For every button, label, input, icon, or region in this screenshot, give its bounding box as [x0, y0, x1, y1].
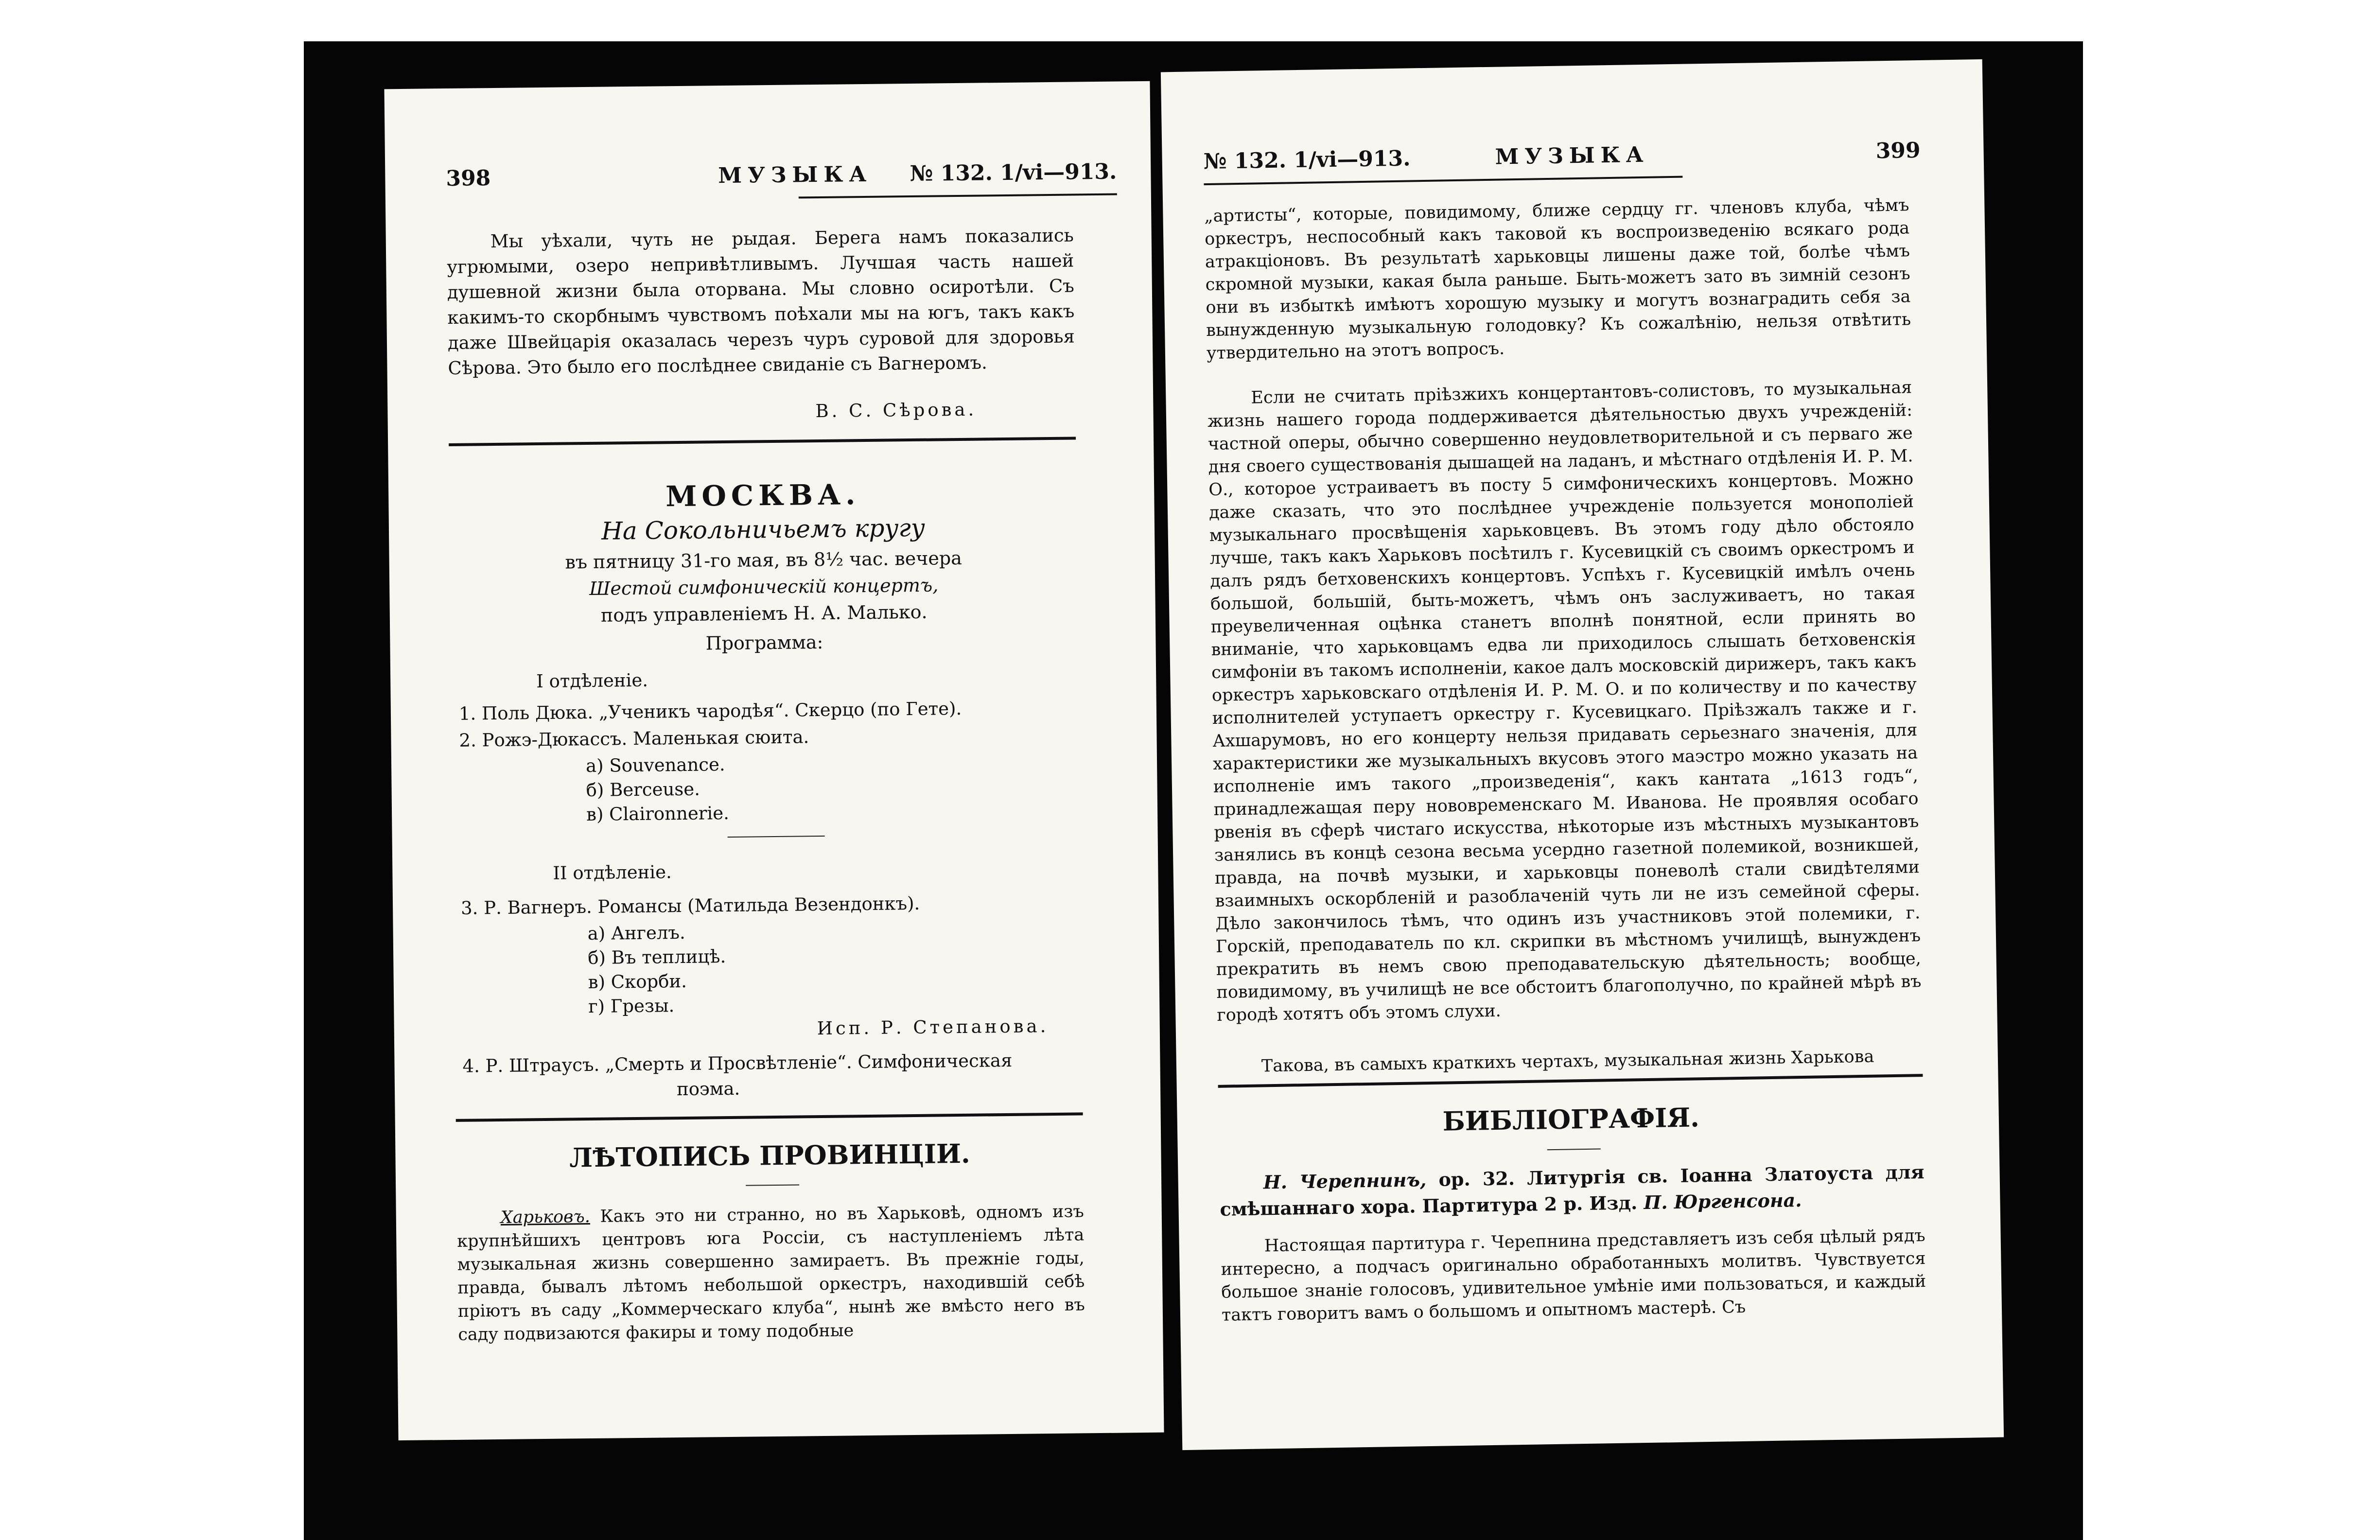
program-item-4: 4. Р. Штраусъ. „Смерть и Просвѣтленіе“. Симфоническая — [462, 1050, 1013, 1077]
bib-author: Н. Черепнинъ, — [1263, 1169, 1427, 1193]
page-number: 399 — [1875, 138, 1921, 164]
short-divider — [728, 836, 825, 838]
performer: Исп. Р. Степанова. — [817, 1015, 1049, 1039]
concert-venue: На Сокольничьемъ кругу — [601, 513, 926, 545]
bib-publisher: П. Юргенсона. — [1643, 1189, 1802, 1214]
program-item-2-sub-b: б) Berceuse. — [586, 778, 700, 801]
program-item-3-sub-c: в) Скорби. — [588, 970, 687, 993]
program-label: Программа: — [705, 631, 823, 654]
right-paragraph-3: Такова, въ самыхъ краткихъ чертахъ, музыкальная жизнь Харькова — [1261, 1047, 1874, 1076]
left-page — [384, 81, 1164, 1440]
heading-dash — [1547, 1149, 1601, 1151]
page-number: 398 — [446, 166, 491, 192]
part2-label: II отдѣленіе. — [553, 861, 672, 884]
right-paragraph-2: Если не считать пріѣзжихъ концертантовъ-солистовъ, то музыкальная жизнь нашего города поддерживается дѣятельностью двухъ учрежденій: частной оперы, обычно совершенно неудовлетворительной и съ перваго же дня своего существованія дышащей на ладанъ, и мѣстнаго отдѣленія И. Р. М. О., которое устраиваетъ въ посту 5 симфоническихъ концертовъ. Можно даже сказать, что это послѣднее учрежденіе пользуется монополіей музыкальнаго просвѣщенія харьковцевъ. Въ этомъ году дѣло обстояло лучше, такъ какъ Харьковъ посѣтилъ г. Кусевицкій съ своимъ оркестромъ и далъ рядъ бетховенскихъ концертовъ. Успѣхъ г. Кусевицкій имѣлъ очень большой, большій, быть-можетъ, чѣмъ онъ заслуживаетъ, но такая преувеличенная оцѣнка станетъ вполнѣ понятной, если принять во вниманіе, что харьковцамъ едва ли приходилось слышать бетховенскія симфоніи въ такомъ исполненіи, какое далъ московскій дирижеръ, такъ какъ оркестръ харьковскаго отдѣленія И. Р. М. О. и по количеству и по качеству исполнителей уступаетъ оркестру г. Кусевицкаго. Пріѣзжалъ также и г. Ахшарумовъ, но его концерту нельзя придавать серьезнаго значенія, для характеристики же музыкальныхъ вкусовъ этого маэстро можно указать на исполненіе имъ такого „произведенія“, какъ кантата „1613 годъ“, принадлежащая перу нововременскаго М. Иванова. Не проявляя особаго рвенія въ сферѣ чистаго искусства, нѣкоторые изъ мѣстныхъ музыкантовъ занялись въ концѣ сезона весьма усердно газетной полемикой, возникшей, правда, на почвѣ музыки, и харьковцы поневолѣ стали свидѣтелями взаимныхъ оскорбленій и разоблаченій чуть ли не изъ семейной сферы. Дѣло закончилось тѣмъ, что одинъ изъ участниковъ этой полемики, г. Горскій, преподаватель по кл. скрипки въ мѣстномъ училищѣ, вынужденъ прекратить въ немъ свою преподавательскую дѣятельность; вообще, повидимому, въ училищѣ не все обстоитъ благополучно, по крайней мѣрѣ въ городѣ хотятъ объ этомъ слухи. — [1207, 378, 1922, 1025]
program-item-1: 1. Поль Дюка. „Ученикъ чародѣя“. Скерцо (по Гете). — [458, 698, 962, 724]
heading-dash — [746, 1185, 799, 1186]
program-item-3-sub-b: б) Въ теплицѣ. — [588, 946, 726, 969]
kharkov-text: Какъ это ни странно, но въ Харьковѣ, одномъ изъ крупнѣйшихъ центровъ юга Россіи, съ наступленіемъ лѣта музыкальная жизнь совершенно замираетъ. Въ прежніе годы, правда, бывалъ лѣтомъ небольшой оркестръ, находившій себѣ пріютъ въ саду „Коммерческаго клуба“, нынѣ же вмѣсто него въ саду подвизаются факиры и тому подобные — [457, 1202, 1085, 1345]
right-page-header — [1203, 133, 1921, 183]
concert-date: въ пятницу 31-го мая, въ 8½ час. вечера — [565, 547, 962, 573]
left-page-header — [446, 155, 1117, 200]
kharkov-lead: Харьковъ. — [500, 1207, 591, 1227]
chronicle-heading: ЛѢТОПИСЬ ПРОВИНЦІИ. — [569, 1138, 971, 1173]
program-item-3: 3. Р. Вагнеръ. Романсы (Матильда Везендонкъ). — [460, 892, 920, 919]
section-rule — [449, 437, 1076, 446]
right-paragraph-1: „артисты“, которые, повидимому, ближе сердцу гг. членовъ клуба, чѣмъ оркестръ, неспособный какъ таковой къ воспроизведенію всякаго рода атракціоновъ. Въ результатѣ харьковцы лишены даже той, болѣе чѣмъ скромной музыки, какая была раньше. Быть-можетъ зато въ зимній сезонъ они въ избыткѣ имѣютъ хорошую музыку и могутъ вознаградить себя за вынужденную музыкальную голодовку? Къ сожалѣнію, нельзя отвѣтить утвердительно на этотъ вопросъ. — [1204, 195, 1911, 364]
journal-title: МУЗЫКА — [1495, 142, 1649, 170]
part1-label: I отдѣленіе. — [536, 669, 648, 692]
program-item-2: 2. Рожэ-Дюкассъ. Маленькая сюита. — [459, 726, 809, 751]
bibliography-heading: БИБЛІОГРАФІЯ. — [1442, 1102, 1700, 1137]
bibliography-review: Настоящая партитура г. Черепнина представляетъ изъ себя цѣлый рядъ интересно, а подчасъ оригинально обработанныхъ молитвъ. Чувствуется большое знаніе голосовъ, удивительное умѣніе ими пользоваться, и каждый тактъ говоритъ вамъ о большомъ и опытномъ мастерѣ. Съ — [1221, 1226, 1926, 1325]
concert-conductor: подъ управленіемъ Н. А. Малько. — [600, 601, 928, 626]
section-rule-2 — [456, 1112, 1083, 1122]
program-item-4-cont: поэма. — [676, 1078, 740, 1100]
program-item-3-sub-d: г) Грезы. — [588, 995, 675, 1017]
kharkov-paragraph — [457, 1200, 1085, 1346]
concert-event: Шестой симфоническій концертъ, — [589, 574, 939, 599]
bib-text: ор. 32. Литургія св. Іоанна Златоуста для смѣшаннаго хора. Партитура 2 р. Изд. — [1220, 1161, 1925, 1220]
concert-city: МОСКВА. — [665, 478, 860, 513]
issue-label: № 132. 1/vi—913. — [910, 159, 1117, 187]
program-item-3-sub-a: а) Ангелъ. — [587, 922, 685, 945]
memoir-paragraph: Мы уѣхали, чуть не рыдая. Берега намъ показались угрюмыми, озеро непривѣтливымъ. Лучшая часть нашей душевной жизни была оторвана. Мы словно осиротѣли. Съ какимъ-то скорбнымъ чувствомъ поѣхали мы на югъ, такъ какъ даже Швейцарія оказалась черезъ чуръ суровой для здоровья Сѣрова. Это было его послѣднее свиданіе съ Вагнеромъ. — [447, 225, 1075, 379]
issue-label: № 132. 1/vi—913. — [1203, 146, 1411, 175]
right-page — [1161, 59, 2004, 1450]
program-item-2-sub-c: в) Claironnerie. — [586, 802, 730, 825]
journal-title: МУЗЫКА — [718, 161, 873, 189]
program-item-2-sub-a: а) Souvenance. — [585, 754, 725, 777]
bibliography-entry — [1219, 1159, 1925, 1223]
signature: В. С. Сѣрова. — [815, 399, 977, 422]
